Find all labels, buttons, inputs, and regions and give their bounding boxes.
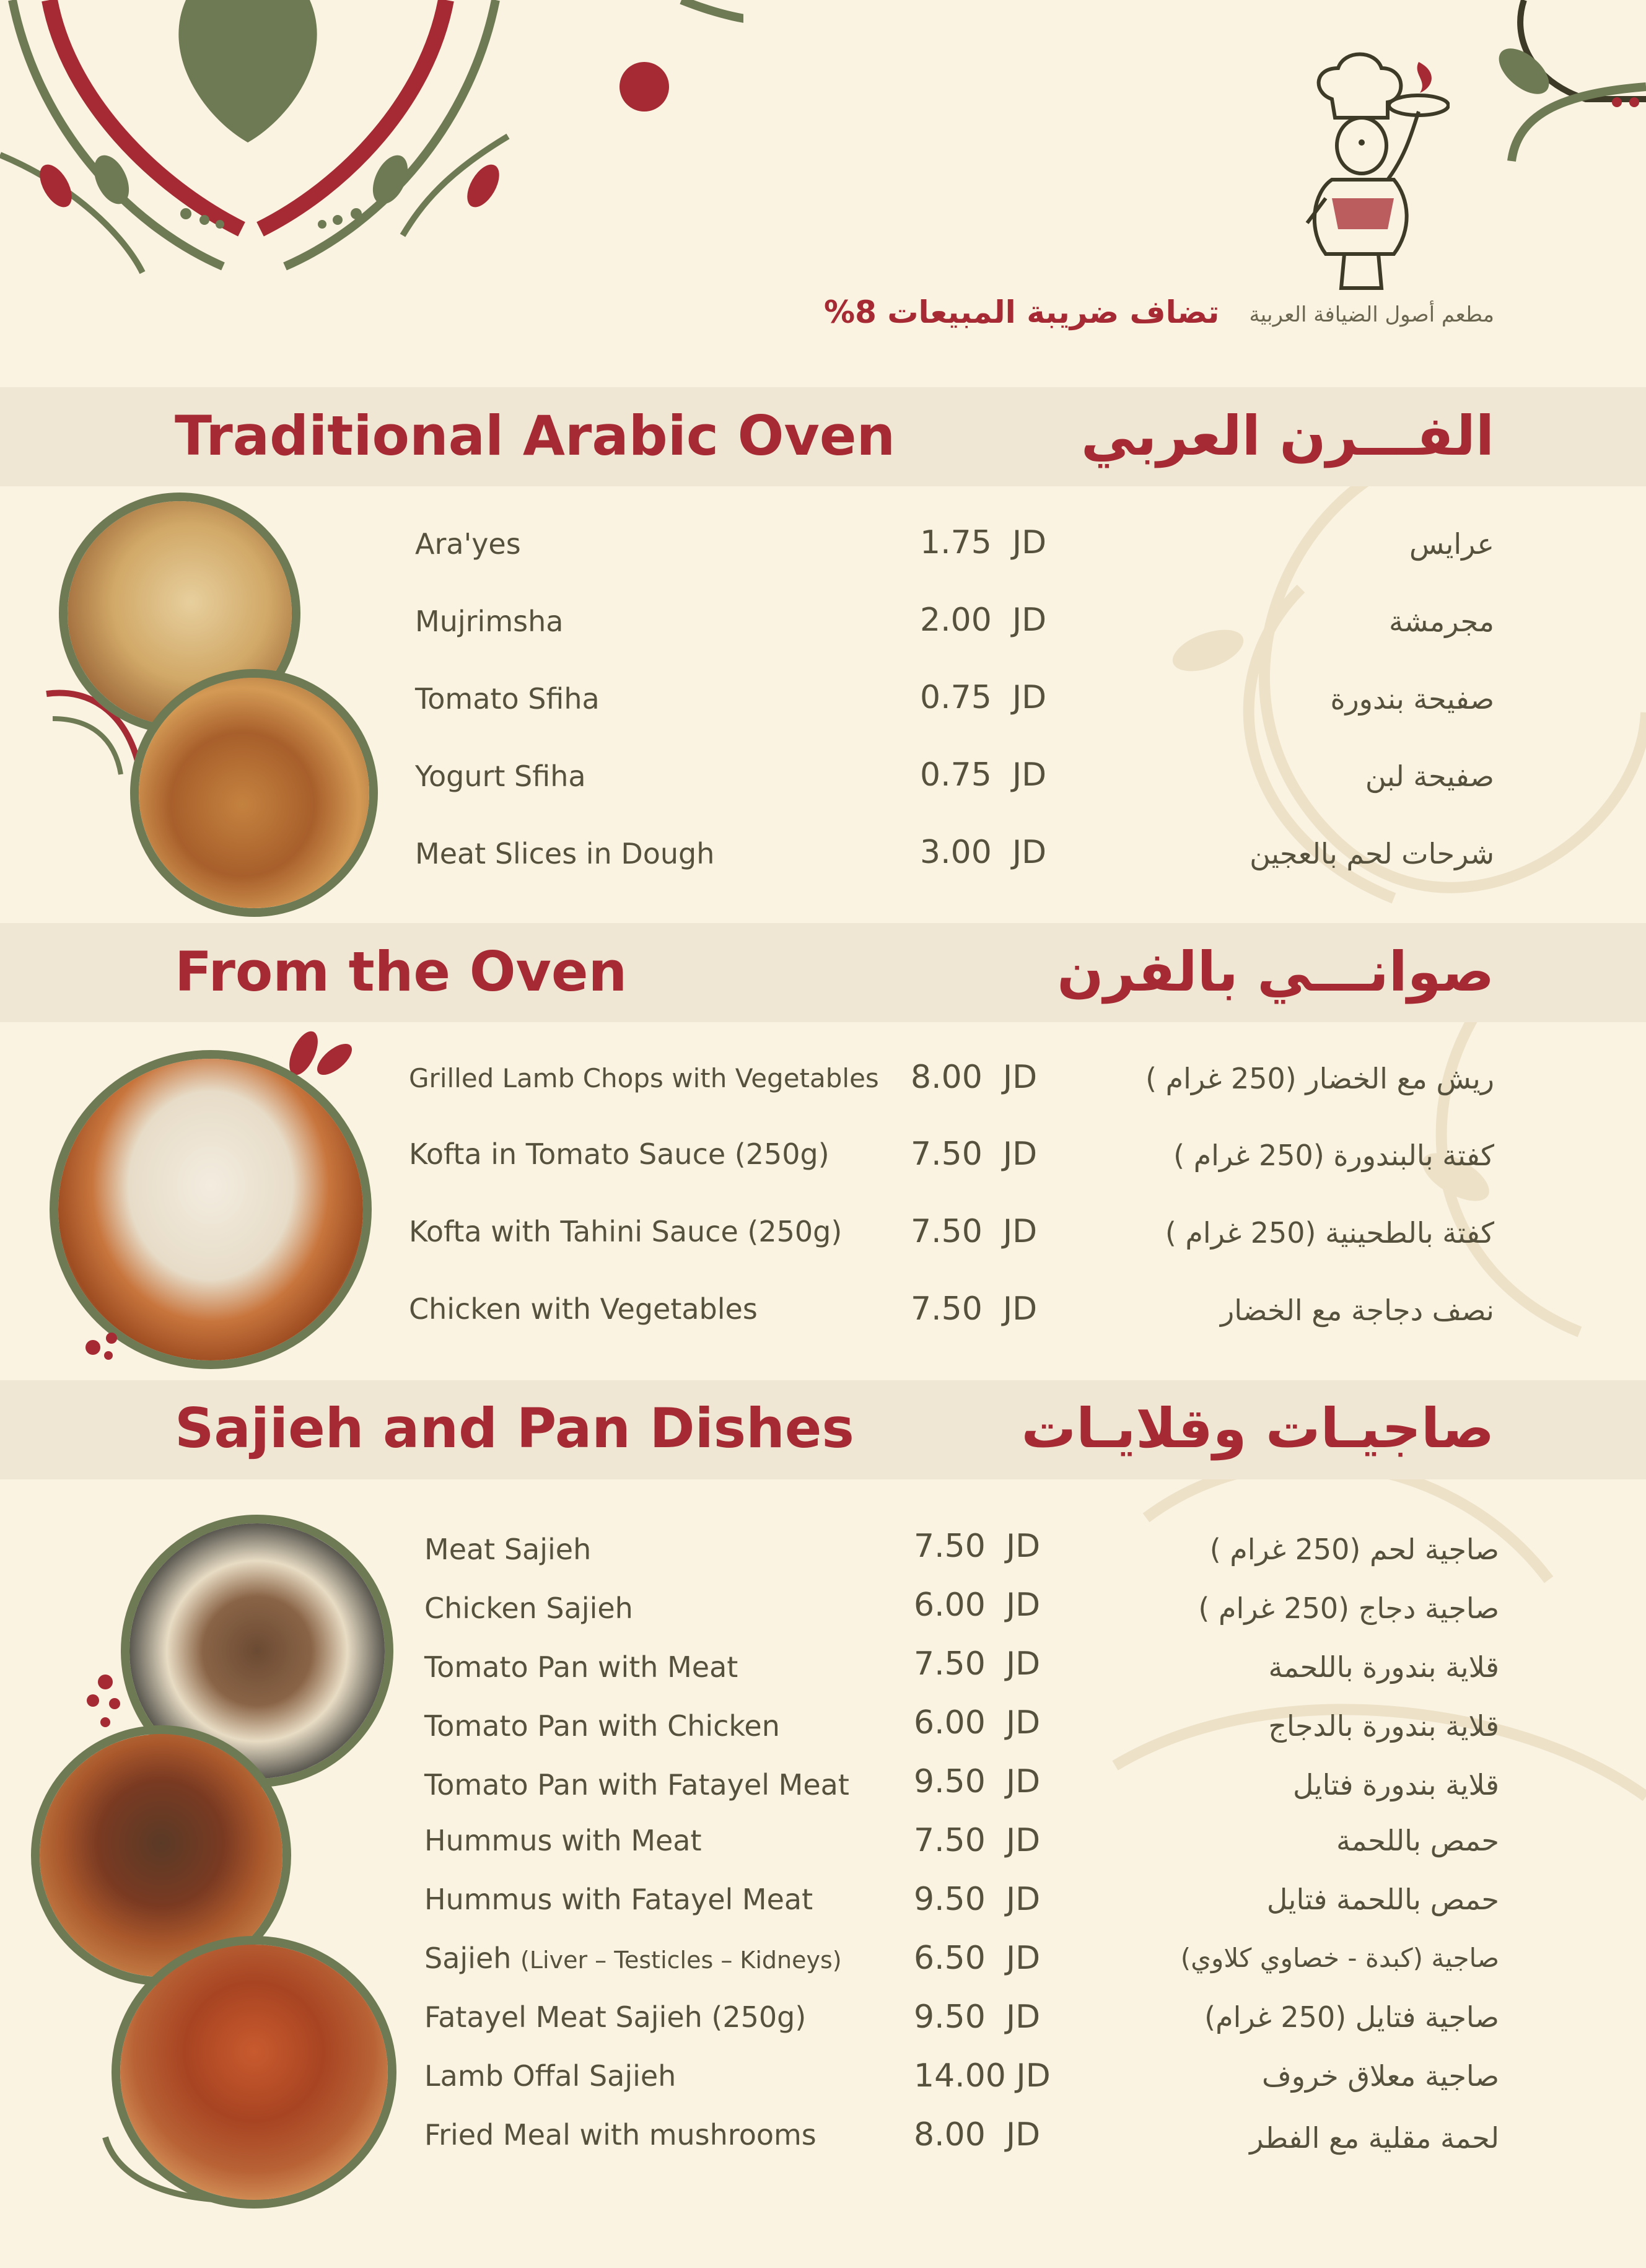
menu-item-price: 7.50 JD <box>914 1645 1041 1683</box>
menu-item-name-ar: صفيحة لبن <box>1365 760 1494 793</box>
menu-item-name-ar: صاجية دجاج (250 غرام ) <box>1198 1592 1499 1625</box>
menu-item-name: Meat Sajieh <box>424 1533 592 1566</box>
menu-item-price: 7.50 JD <box>911 1213 1038 1250</box>
menu-item-name-ar: صاجية معلاق خروف <box>1262 2059 1499 2093</box>
section-title-en: From the Oven <box>175 940 628 1004</box>
menu-item-name-ar: قلاية بندورة بالدجاج <box>1268 1709 1499 1743</box>
dots-ornament <box>81 1326 130 1363</box>
menu-item-name-ar: قلاية بندورة فتايل <box>1292 1768 1499 1802</box>
section-title-en: Traditional Arabic Oven <box>175 404 896 468</box>
top-right-ornament <box>1474 0 1646 186</box>
tax-note: تضاف ضريبة المبيعات 8% <box>824 294 1220 330</box>
section-title-ar: الفـــرن العربي <box>1081 404 1494 468</box>
menu-item-name-ar: نصف دجاجة مع الخضار <box>1220 1294 1494 1327</box>
section-title-en: Sajieh and Pan Dishes <box>175 1396 854 1460</box>
section-title-ar: صوانـــي بالفرن <box>1057 940 1494 1004</box>
menu-item-price: 0.75 JD <box>920 679 1047 716</box>
menu-item-price: 7.50 JD <box>914 1822 1041 1859</box>
menu-item-name: Fatayel Meat Sajieh (250g) <box>424 2000 807 2034</box>
menu-item-name-ar: كفتة بالطحينية (250 غرام ) <box>1165 1216 1494 1250</box>
menu-item-name-ar: حمص باللحمة <box>1336 1824 1499 1857</box>
menu-item-name: Sajieh (Liver – Testicles – Kidneys) <box>424 1942 842 1975</box>
fatayel-sajieh-photo <box>112 1936 396 2209</box>
menu-item-name: Tomato Pan with Chicken <box>424 1709 780 1743</box>
section-title-ar: صاجيـات وقلايـات <box>1021 1396 1494 1460</box>
menu-item-name-ar: صاجية (كبدة - خصاوي كلاوي) <box>1180 1943 1499 1973</box>
menu-item-name: Kofta with Tahini Sauce (250g) <box>409 1215 843 1248</box>
menu-item-price: 2.00 JD <box>920 602 1047 639</box>
menu-item-name-ar: مجرمشة <box>1388 605 1494 638</box>
menu-item-price: 7.50 JD <box>911 1290 1038 1328</box>
menu-item-price: 0.75 JD <box>920 756 1047 794</box>
menu-item-name-ar: شرحات لحم بالعجين <box>1250 837 1494 870</box>
menu-item-name: Tomato Sfiha <box>415 682 600 716</box>
menu-item-price: 6.00 JD <box>914 1587 1041 1624</box>
menu-item-name: Lamb Offal Sajieh <box>424 2059 676 2093</box>
menu-item-price: 7.50 JD <box>911 1136 1038 1173</box>
menu-item-name: Tomato Pan with Fatayel Meat <box>424 1768 849 1802</box>
menu-item-price: 9.50 JD <box>914 1881 1041 1918</box>
menu-item-name-ar: ريش مع الخضار (250 غرام ) <box>1145 1062 1494 1095</box>
top-ornament <box>0 0 743 285</box>
menu-item-name: Kofta in Tomato Sauce (250g) <box>409 1137 830 1171</box>
menu-item-name: Fried Meal with mushrooms <box>424 2118 816 2152</box>
chef-logo-icon <box>1289 43 1450 297</box>
menu-item-name-ar: حمص باللحمة فتايل <box>1266 1883 1499 1916</box>
menu-item-name: Tomato Pan with Meat <box>424 1650 738 1684</box>
menu-item-price: 14.00 JD <box>914 2057 1051 2095</box>
menu-item-price: 7.50 JD <box>914 1528 1041 1565</box>
menu-item-price: 9.50 JD <box>914 1763 1041 1800</box>
menu-item-price: 9.50 JD <box>914 1999 1041 2036</box>
menu-item-name: Chicken with Vegetables <box>409 1292 758 1326</box>
menu-item-name-ar: صفيحة بندورة <box>1330 682 1494 716</box>
menu-item-name-ar: صاجية لحم (250 غرام ) <box>1209 1533 1499 1566</box>
menu-item-name: Hummus with Meat <box>424 1824 702 1857</box>
menu-item-name: Grilled Lamb Chops with Vegetables <box>409 1063 879 1093</box>
menu-item-price: 6.50 JD <box>914 1940 1041 1977</box>
menu-item-name: Mujrimsha <box>415 605 564 638</box>
menu-item-price: 1.75 JD <box>920 524 1047 561</box>
menu-item-price: 8.00 JD <box>914 2116 1041 2153</box>
menu-item-price: 3.00 JD <box>920 834 1047 871</box>
restaurant-name: مطعم أصول الضيافة العربية <box>1249 302 1494 327</box>
menu-item-name-ar: قلاية بندورة باللحمة <box>1268 1650 1499 1684</box>
menu-item-price: 8.00 JD <box>911 1059 1038 1096</box>
menu-item-name: Chicken Sajieh <box>424 1592 633 1625</box>
sfiha-photo <box>130 669 378 917</box>
menu-item-name-ar: عرايس <box>1409 527 1494 561</box>
menu-item-name-ar: كفتة بالبندورة (250 غرام ) <box>1173 1139 1494 1172</box>
menu-item-price: 6.00 JD <box>914 1704 1041 1741</box>
menu-item-name-ar: لحمة مقلية مع الفطر <box>1250 2121 1499 2155</box>
menu-item-name: Yogurt Sfiha <box>415 760 586 793</box>
tahini-kofta-photo <box>50 1050 372 1369</box>
menu-item-name-ar: صاجية فتايل (250 غرام) <box>1204 2000 1499 2034</box>
menu-item-name: Hummus with Fatayel Meat <box>424 1883 813 1916</box>
menu-item-name: Ara'yes <box>415 527 521 561</box>
menu-item-name: Meat Slices in Dough <box>415 837 715 870</box>
menu-item-note: (Liver – Testicles – Kidneys) <box>520 1946 842 1974</box>
